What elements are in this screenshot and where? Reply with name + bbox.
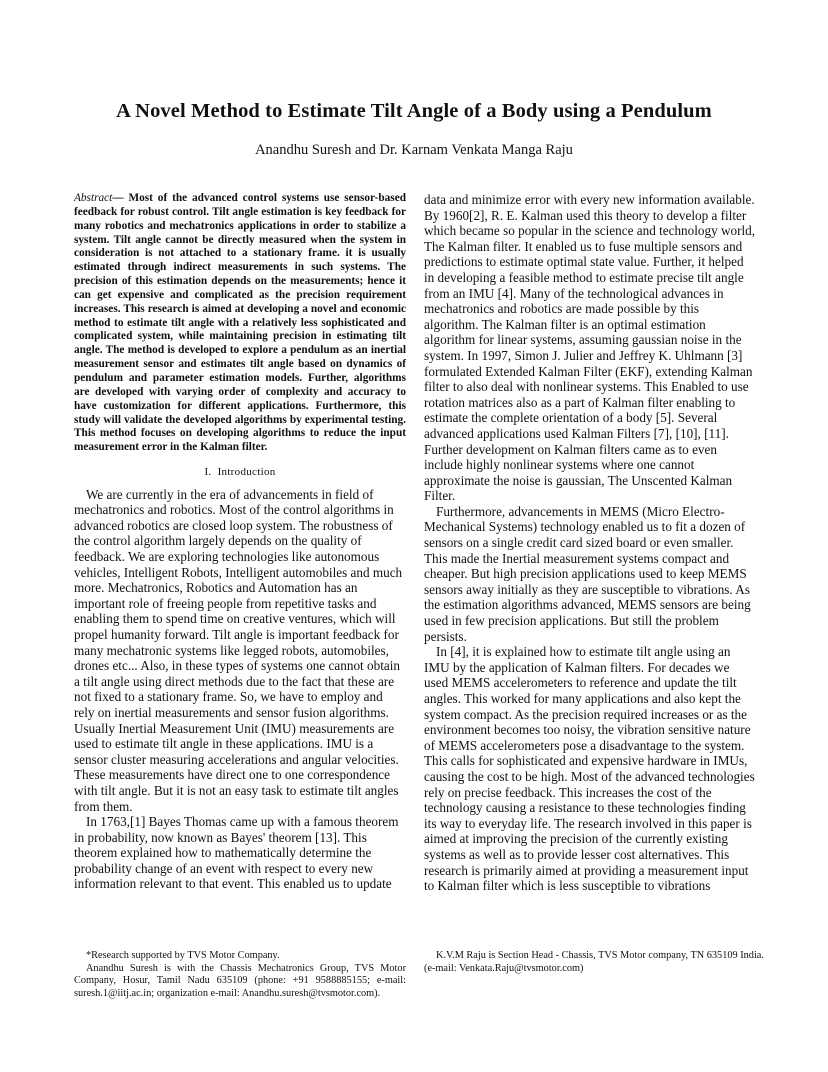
footnote-author-1: Anandhu Suresh is with the Chassis Mechatronics Group, TVS Motor Company, Hosur, Tamil Nadu 635109 (phone: +91 9588885155; e-mail: suresh.1@iitj.ac.in; organization e-mail: Anandhu.suresh@tvsmotor.com). [74, 962, 406, 999]
intro-paragraph-1: We are currently in the era of advancements in field of mechatronics and robotics. Most of the control algorithms in advanced robotics are closed loop system. The robustness of the control algorithm largely depends on the quality of feedback. We are exploring technologies like autonomous vehicles, Intelligent Robots, Intelligent automobiles and much more. Mechatronics, Robotics and Automation has an important role of freeing people from repetitive tasks and enabling them to spend time on creative ventures, which will propel humanity forward. Tilt angle is important feedback for many mechatronic systems like legged robots, automobiles, drones etc... Also, in these types of systems one cannot obtain a tilt angle using direct methods due to the fact that these are not fixed to a stationary frame. So, we have to employ and rely on inertial measurements and sensor fusion algorithms. Usually Inertial Measurement Unit (IMU) measurements are used to estimate tilt angle in these applications. IMU is a sensor cluster measuring accelerations and angular velocities. These measurements have direct one to one correspondence with tilt angle. But it is not an easy task to estimate tilt angles from them. [74, 486, 403, 814]
intro-paragraph-3: data and minimize error with every new information available. By 1960[2], R. E. Kalman used this theory to develop a filter which became so popular in the science and technology world, The Kalman filter. It enabled us to fuse multiple sensors and predictions to estimate optimal state value. Further, it helped in developing a feasible method to estimate precise tilt angle from an IMU [4]. Many of the technological advances in mechatronics and robotics are made possible by this algorithm. The Kalman filter is an optimal estimation algorithm for linear systems, assuming gaussian noise in the system. In 1997, Simon J. Julier and Jeffrey K. Uhlmann [3] formulated Extended Kalman Filter (EKF), extending Kalman filter to also deal with nonlinear systems. This Enabled to use rotation matrices also as a part of Kalman filter enabling to estimate the complete orientation of a body [5]. Several advanced applications used Kalman Filters [7], [10], [11]. Further development on Kalman filters came as to even include highly nonlinear systems where one cannot approximate the noise is gaussian, The Unscented Kalman Filter. [424, 192, 756, 504]
abstract-lead: Abstract [74, 192, 113, 204]
abstract-text: Most of the advanced control systems use sensor-based feedback for robust control. Tilt angle estimation is key feedback for many robotics and mechatronics applications in order to stabilize a system. Tilt angle cannot be directly measured when the system in consideration is not attached to a stationary frame. it is usually estimated through indirect measurements in such systems. The precision of this estimation depends on the measurements; hence it can get expensive and complicated as the precision requirement increases. This research is aimed at developing a novel and economic method to estimate tilt angle with a relatively less sophisticated and complicated system, while maintaining precision in estimating tilt angle. The method is developed to explore a pendulum as an inertial measurement sensor and estimates tilt angle based on dynamics of pendulum and parameter estimation models. Further, algorithms are developed with varying order of complexity and accuracy to have customization for different applications. Furthermore, this study will validate the developed algorithms by experimental testing. This method focuses on developing algorithms to reduce the input measurement error in the Kalman filter. [74, 192, 406, 454]
paper-title: A Novel Method to Estimate Tilt Angle of a Body using a Pendulum [116, 100, 712, 122]
abstract [74, 192, 406, 455]
intro-paragraph-5: In [4], it is explained how to estimate tilt angle using an IMU by the application of Kalman filters. For decades we used MEMS accelerometers to reference and update the tilt angles. This worked for many applications and also kept the system compact. As the precision required increases or as the environment becomes too noisy, the vibration sensitive nature of MEMS accelerometers pose a disadvantage to the system. This calls for sophisticated and expensive hardware in IMUs, causing the cost to be high. Most of the advanced technologies rely on precise feedback. This increases the cost of the technology causing a resistance to these technologies finding its way to everyday life. The research involved in this paper is aimed at improving the precision of the currently existing systems as well as to provide lesser cost alternatives. This research is primarily aimed at providing a measurement input to Kalman filter which is less susceptible to vibrations [424, 644, 755, 894]
section-heading [74, 465, 406, 481]
footnote-support: *Research supported by TVS Motor Company. [86, 950, 280, 961]
section-title: Introduction [217, 466, 276, 479]
intro-paragraph-2: In 1763,[1] Bayes Thomas came up with a famous theorem in probability, now known as Bayes' theorem [13]. This theorem explained how to mathematically determine the probability change of an event with respect to every new information relevant to that event. This enabled us to update [74, 814, 399, 892]
footnotes-right [424, 950, 764, 975]
section-number: I. [204, 466, 212, 479]
footnotes-left [74, 950, 406, 1000]
right-column [424, 192, 756, 894]
abstract-dash: — [112, 192, 129, 204]
footnote-author-2: K.V.M Raju is Section Head - Chassis, TVS Motor company, TN 635109 India. (e-mail: Venkata.Raju@tvsmotor.com) [424, 950, 764, 974]
intro-paragraph-4: Furthermore, advancements in MEMS (Micro Electro-Mechanical Systems) technology enabled us to fit a dozen of sensors on a single credit card sized board or even smaller. This made the Inertial measurement systems compact and cheaper. But high precision applications used to keep MEMS sensors away initially as they are susceptible to vibrations. As the estimation algorithms advanced, MEMS sensors are being used in few precision applications. But still the problem persists. [424, 503, 751, 644]
left-column [74, 192, 406, 892]
author-line: Anandhu Suresh and Dr. Karnam Venkata Manga Raju [255, 142, 573, 158]
